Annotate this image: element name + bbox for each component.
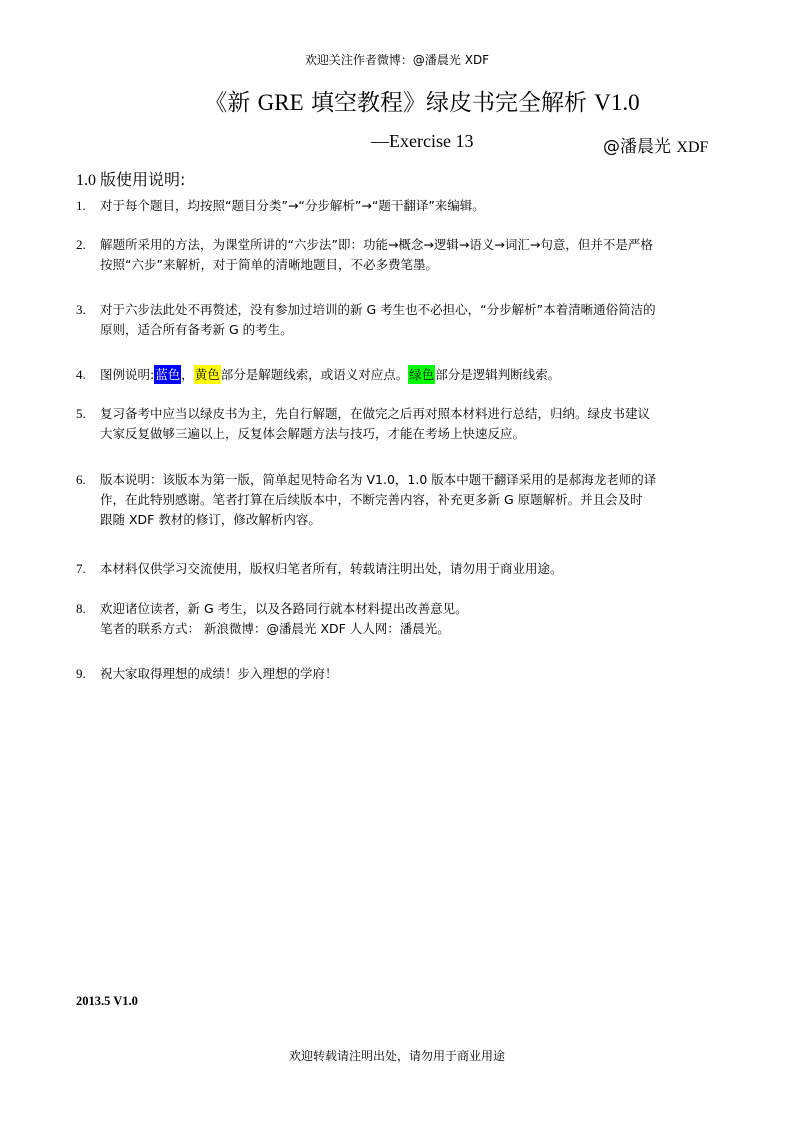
- author-handle: [603, 132, 708, 157]
- title-prefix: 《新: [204, 90, 258, 116]
- list-item-number: 7.: [76, 561, 86, 576]
- list-item: [76, 196, 721, 216]
- footer-date-version: 2013.5 V1.0: [76, 994, 138, 1008]
- document-title: [0, 84, 794, 117]
- author-xdf: XDF: [676, 139, 709, 156]
- list-item-text: 解题所采用的方法，为课堂所讲的“六步法”即：功能→概念→逻辑→语义→词汇→句意，但并不是严格: [100, 237, 653, 252]
- list-item: [76, 235, 721, 275]
- list-item-legend: [76, 365, 721, 385]
- legend-green-swatch: 绿色: [409, 367, 435, 382]
- list-item: [76, 559, 721, 579]
- legend-prefix: 图例说明:: [100, 367, 155, 382]
- list-item-number: 9.: [76, 666, 86, 681]
- list-item: [76, 470, 721, 530]
- legend-line: [100, 365, 721, 385]
- section-number: 1.0: [76, 172, 100, 189]
- author-at: @潘晨光: [603, 137, 677, 157]
- list-item-number: 8.: [76, 601, 86, 616]
- title-version: V1.0: [594, 90, 640, 115]
- title-suffix: 填空教程》绿皮书完全解析: [303, 90, 595, 116]
- list-item-number: 3.: [76, 302, 86, 317]
- list-item-text: 大家反复做够三遍以上，反复体会解题方法与技巧，才能在考场上快速反应。: [100, 426, 526, 441]
- list-item-text: 按照“六步”来解析，对于简单的清晰地题目，不必多费笔墨。: [100, 257, 438, 272]
- list-item-text: 作，在此特别感谢。笔者打算在后续版本中，不断完善内容，补充更多新 G 原题解析。并且会及时: [100, 492, 643, 507]
- list-item: [76, 599, 721, 639]
- list-item-text: 对于六步法此处不再赘述，没有参加过培训的新 G 考生也不必担心，“分步解析”本着清晰通俗简洁的: [100, 302, 656, 317]
- legend-yellow-swatch: 黄色: [194, 367, 220, 382]
- list-item-text: 本材料仅供学习交流使用，版权归笔者所有，转载请注明出处，请勿用于商业用途。: [100, 561, 563, 576]
- title-gre: GRE: [257, 90, 304, 115]
- contact-info: 笔者的联系方式： 新浪微博：@潘晨光 XDF 人人网：潘晨光。: [100, 621, 450, 636]
- list-item: [76, 300, 721, 340]
- section-label: 版使用说明:: [100, 170, 186, 189]
- list-item-number: 2.: [76, 237, 86, 252]
- list-item-text: 欢迎诸位读者，新 G 考生，以及各路同行就本材料提出改善意见。: [100, 601, 468, 616]
- legend-separator: ，: [181, 367, 194, 382]
- section-heading: [76, 167, 185, 190]
- list-item-number: 5.: [76, 406, 86, 421]
- list-item-number: 4.: [76, 367, 86, 382]
- list-item-text: 对于每个题目，均按照“题目分类”→“分步解析”→“题干翻译”来编辑。: [100, 198, 485, 213]
- legend-middle: 部分是解题线索，或语义对应点。: [220, 367, 409, 382]
- list-item-text: 原则，适合所有备考新 G 的考生。: [100, 322, 293, 337]
- list-item-text: 跟随 XDF 教材的修订，修改解析内容。: [100, 512, 321, 527]
- legend-blue-swatch: 蓝色: [155, 367, 181, 382]
- legend-suffix: 部分是逻辑判断线索。: [435, 367, 561, 382]
- header-note: 欢迎关注作者微博：@潘晨光 XDF: [304, 53, 490, 67]
- list-item-number: 6.: [76, 472, 86, 487]
- exercise-subtitle: —Exercise 13: [371, 131, 474, 151]
- list-item-text: 复习备考中应当以绿皮书为主，先自行解题，在做完之后再对照本材料进行总结，归纳。绿皮书建议: [100, 406, 651, 421]
- list-item: [76, 664, 721, 684]
- list-item-number: 1.: [76, 198, 86, 213]
- list-item-text: 版本说明：该版本为第一版，简单起见特命名为 V1.0，1.0 版本中题干翻译采用的是郝海龙老师的译: [100, 472, 657, 487]
- list-item-text: 祝大家取得理想的成绩！步入理想的学府！: [100, 666, 338, 681]
- footer-note: 欢迎转载请注明出处，请勿用于商业用途: [288, 1049, 505, 1063]
- list-item: [76, 404, 721, 444]
